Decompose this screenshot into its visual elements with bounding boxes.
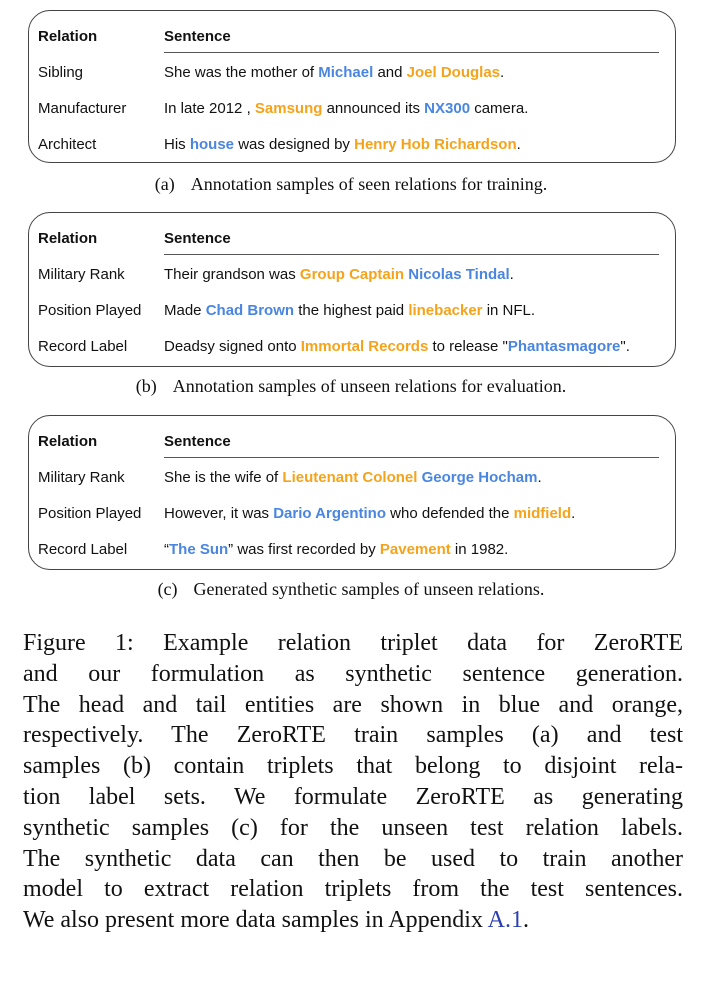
head-entity: The Sun bbox=[169, 541, 229, 558]
sentence bbox=[164, 302, 535, 319]
relation-column-header: Relation bbox=[38, 230, 98, 247]
relation-table bbox=[29, 11, 675, 162]
table-row bbox=[29, 469, 675, 491]
sentence-text: Made bbox=[164, 302, 206, 319]
sentence-text: Deadsy signed onto bbox=[164, 338, 301, 355]
sentence-text: the highest paid bbox=[294, 302, 409, 319]
panel-unseen-relations bbox=[28, 212, 676, 367]
head-entity: Chad Brown bbox=[205, 302, 295, 319]
sentence-column-header: Sentence bbox=[164, 433, 231, 450]
header-divider bbox=[164, 457, 659, 458]
caption-line: The head and tail entities are shown in blue and orange, bbox=[23, 691, 683, 718]
sentence-text: and bbox=[373, 64, 407, 81]
tail-entity: Joel Douglas bbox=[406, 64, 501, 81]
tail-entity: linebacker bbox=[408, 302, 483, 319]
header-divider bbox=[164, 52, 659, 53]
head-entity: Nicolas Tindal bbox=[408, 266, 510, 283]
caption-line: respectively. The ZeroRTE train samples (a) and test bbox=[23, 722, 683, 749]
head-entity: Phantasmagore bbox=[507, 338, 621, 355]
sentence bbox=[164, 136, 521, 153]
relation-table bbox=[29, 213, 675, 366]
sentence-text: was designed by bbox=[234, 136, 355, 153]
sentence-text: She was the mother of bbox=[164, 64, 319, 81]
caption-line: The synthetic data can then be used to train another bbox=[23, 845, 683, 872]
caption-line: synthetic samples (c) for the unseen test relation labels. bbox=[23, 814, 683, 841]
tail-entity: midfield bbox=[513, 505, 572, 522]
tail-entity: Group Captain bbox=[299, 266, 405, 283]
sentence bbox=[164, 266, 514, 283]
sentence-text: ” was first recorded by bbox=[228, 541, 380, 558]
caption-line: tion label sets. We formulate ZeroRTE as generating bbox=[23, 783, 683, 810]
caption-line: We also present more data samples in Appendix A.1. bbox=[23, 907, 529, 934]
sentence-text: ". bbox=[620, 338, 630, 355]
sentence bbox=[164, 64, 504, 81]
head-entity: Dario Argentino bbox=[273, 505, 386, 522]
head-entity: Michael bbox=[318, 64, 374, 81]
panel-seen-relations bbox=[28, 10, 676, 163]
relation-column-header: Relation bbox=[38, 28, 98, 45]
table-row bbox=[29, 541, 675, 563]
relation-label: Architect bbox=[38, 136, 97, 153]
subfigure-caption-c: (c) Generated synthetic samples of unseen relations. bbox=[157, 579, 545, 599]
tail-entity: Pavement bbox=[379, 541, 451, 558]
tail-entity: Lieutenant Colonel bbox=[282, 469, 418, 486]
table-row bbox=[29, 136, 675, 158]
sentence-text: announced its bbox=[322, 100, 425, 117]
relation-label: Position Played bbox=[38, 302, 142, 319]
table-row bbox=[29, 338, 675, 360]
relation-label: Record Label bbox=[38, 541, 128, 558]
sentence-text: Their grandson was bbox=[164, 266, 300, 283]
sentence-column-header: Sentence bbox=[164, 28, 231, 45]
sentence-text: . bbox=[500, 64, 505, 81]
sentence-text: “ bbox=[164, 541, 169, 558]
relation-column-header: Relation bbox=[38, 433, 98, 450]
relation-label: Military Rank bbox=[38, 266, 125, 283]
head-entity: house bbox=[189, 136, 235, 153]
panel-synthetic-samples bbox=[28, 415, 676, 570]
subfigure-caption-a: (a) Annotation samples of seen relations for training. bbox=[154, 174, 548, 194]
sentence-text: . bbox=[571, 505, 576, 522]
caption-line: samples (b) contain triplets that belong to disjoint rela- bbox=[23, 753, 683, 780]
subfigure-caption-b: (b) Annotation samples of unseen relations for evaluation. bbox=[135, 376, 567, 396]
sentence-text: In late 2012 , bbox=[164, 100, 255, 117]
sentence bbox=[164, 505, 575, 522]
sentence-column-header: Sentence bbox=[164, 230, 231, 247]
tail-entity: Immortal Records bbox=[300, 338, 429, 355]
sentence-text: to release " bbox=[428, 338, 508, 355]
caption-line: model to extract relation triplets from the test sentences. bbox=[23, 876, 683, 903]
sentence-text: in NFL. bbox=[482, 302, 536, 319]
sentence-text: . bbox=[509, 266, 514, 283]
table-row bbox=[29, 64, 675, 86]
table-row bbox=[29, 266, 675, 288]
sentence bbox=[164, 338, 630, 355]
appendix-link[interactable]: A.1 bbox=[487, 907, 523, 934]
sentence-text: in 1982. bbox=[450, 541, 509, 558]
relation-label: Sibling bbox=[38, 64, 84, 81]
table-row bbox=[29, 302, 675, 324]
tail-entity: Henry Hob Richardson bbox=[354, 136, 517, 153]
caption-line: Figure 1: Example relation triplet data for ZeroRTE bbox=[23, 630, 683, 656]
figure-caption bbox=[23, 628, 683, 936]
sentence-text: She is the wife of bbox=[164, 469, 283, 486]
tail-entity: Samsung bbox=[254, 100, 323, 117]
sentence-text: However, it was bbox=[164, 505, 274, 522]
head-entity: NX300 bbox=[424, 100, 471, 117]
table-row bbox=[29, 100, 675, 122]
relation-label: Manufacturer bbox=[38, 100, 127, 117]
head-entity: George Hocham bbox=[421, 469, 538, 486]
sentence-text: camera. bbox=[470, 100, 529, 117]
relation-label: Position Played bbox=[38, 505, 142, 522]
relation-label: Military Rank bbox=[38, 469, 125, 486]
sentence bbox=[164, 100, 528, 117]
sentence bbox=[164, 469, 542, 486]
sentence-text: who defended the bbox=[386, 505, 514, 522]
sentence-text: His bbox=[164, 136, 190, 153]
table-row bbox=[29, 505, 675, 527]
sentence bbox=[164, 541, 508, 558]
header-divider bbox=[164, 254, 659, 255]
sentence-text: . bbox=[516, 136, 521, 153]
sentence-text: . bbox=[537, 469, 542, 486]
relation-table bbox=[29, 416, 675, 569]
caption-line: and our formulation as synthetic sentence generation. bbox=[23, 660, 683, 687]
relation-label: Record Label bbox=[38, 338, 128, 355]
